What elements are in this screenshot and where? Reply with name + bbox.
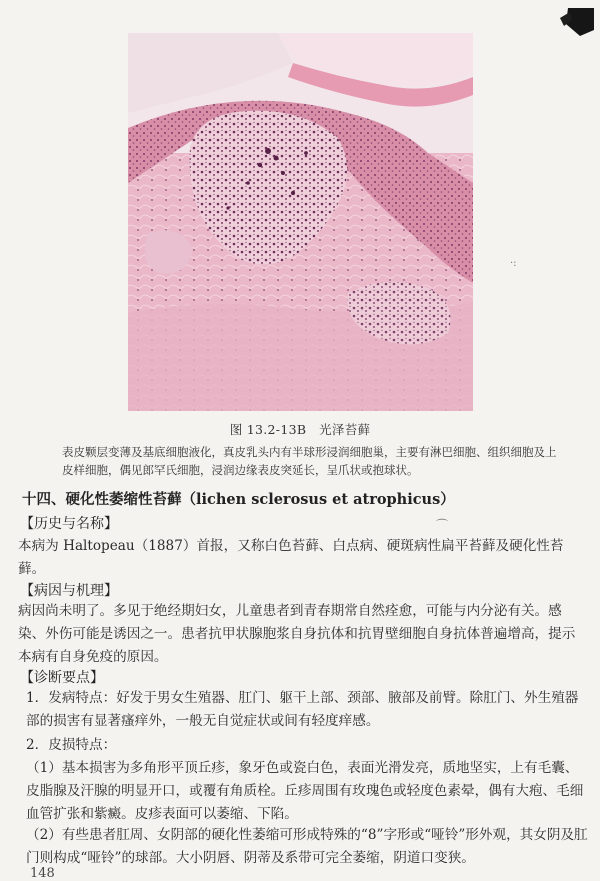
history-heading: 【历史与名称】 — [20, 516, 118, 532]
section-title: 十四、硬化性萎缩性苔藓（lichen sclerosus et atrophicus） — [22, 491, 455, 508]
diagnosis-sub-2: （2）有些患者肛周、女阴部的硬化性萎缩可形成特殊的“8”字形或“哑铃”形外观，其女阴及肛门则构成“哑铃”的球部。大小阴唇、阴蒂及系带可完全萎缩，阴道口变狭。 — [26, 827, 588, 866]
page-number: 148 — [30, 866, 55, 881]
diagnosis-item-1: 1．发病特点：好发于男女生殖器、肛门、躯干上部、颈部、腋部及前臂。除肛门、外生殖器部的损害有显著瘙痒外，一般无自觉症状或间有轻度痒感。 — [26, 690, 579, 729]
scan-speck: ·: — [510, 258, 517, 269]
cause-heading: 【病因与机理】 — [20, 583, 118, 599]
pen-mark: ⌒ — [436, 518, 449, 532]
histology-micrograph-image — [128, 33, 473, 411]
diagnosis-item-2: 2．皮损特点： — [26, 737, 117, 753]
figure-description: 表皮颗层变薄及基底细胞液化，真皮乳头内有半球形浸润细胞巢，主要有淋巴细胞、组织细胞及上皮样细胞，偶见郎罕氏细胞，浸润边缘表皮突延长，呈爪状或抱球状。 — [62, 445, 557, 477]
diagnosis-heading: 【诊断要点】 — [20, 670, 104, 686]
diagnosis-sub-1: （1）基本损害为多角形平顶丘疹，象牙色或瓷白色，表面光滑发亮，质地坚实，上有毛囊、皮脂腺及汗腺的明显开口，或覆有角质栓。丘疹周围有玫瑰色或轻度色素晕，偶有大疱、毛细血管扩张和紫癜。皮疹表面可以萎缩、下陷。 — [26, 760, 584, 822]
figure-caption: 图 13.2-13B 光泽苔藓 — [229, 422, 371, 437]
cause-text: 病因尚未明了。多见于绝经期妇女，儿童患者到青春期常自然痊愈，可能与内分泌有关。感染、外伤可能是诱因之一。患者抗甲状腺胞浆自身抗体和抗胃壁细胞自身抗体普遍增高，提示本病有自身免疫的原因。 — [18, 603, 576, 665]
history-text: 本病为 Haltopeau（1887）首报，又称白色苔藓、白点病、硬斑病性扁平苔藓及硬化性苔藓。 — [18, 538, 564, 577]
corner-mark-decoration — [560, 8, 594, 36]
